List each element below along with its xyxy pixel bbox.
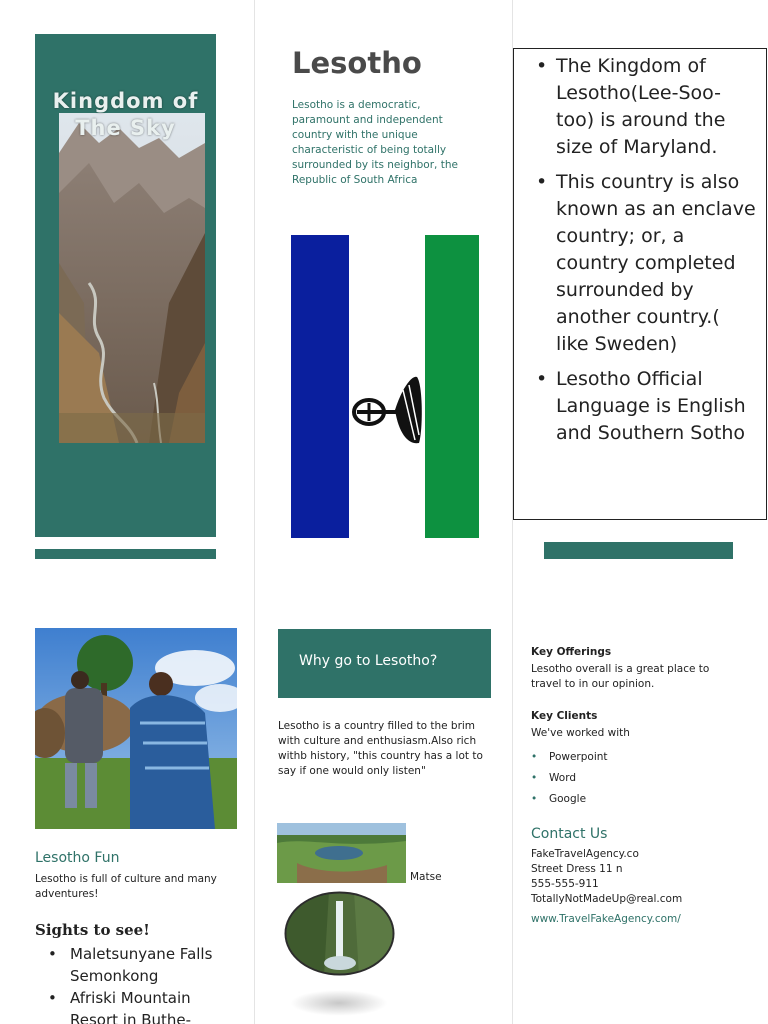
website-link[interactable]: www.TravelFakeAgency.com/ [531, 913, 681, 925]
lesotho-flag [291, 235, 479, 538]
contact-company: FakeTravelAgency.co [531, 848, 639, 860]
client-item: • Word [531, 768, 608, 789]
key-clients-title: Key Clients [531, 710, 598, 722]
facts-box [513, 48, 767, 520]
key-offerings-title: Key Offerings [531, 646, 612, 658]
client-item: • Google [531, 789, 608, 810]
why-text: Lesotho is a country filled to the brim with culture and enthusiasm.Also rich withb history, "this country has a lot to say if one would only listen" [278, 720, 483, 777]
sights-list [48, 943, 243, 1024]
client-item: • Powerpoint [531, 747, 608, 768]
contact-title: Contact Us [531, 826, 608, 842]
people-photo [35, 628, 237, 829]
dam-photo [277, 823, 406, 883]
dam-caption: Matse [410, 871, 442, 883]
accent-bar-left [35, 549, 216, 559]
contact-phone: 555-555-911 [531, 878, 599, 890]
fact-item: • This country is also known as an enclave country; or, a country completed surrounded by another country.( like Sweden) [536, 169, 756, 358]
fold-line-1 [254, 0, 255, 1024]
sight-item: • Afriski Mountain Resort in Buthe- [48, 987, 243, 1024]
sights-title: Sights to see! [35, 921, 150, 939]
contact-details [531, 847, 682, 907]
cover-banner [35, 34, 216, 537]
banner-title: Kingdom of The Sky [52, 89, 199, 140]
waterfall-photo [284, 891, 395, 976]
contact-street: Street Dress 11 n [531, 863, 623, 875]
page-title: Lesotho [292, 46, 422, 80]
key-offerings-text: Lesotho overall is a great place to travel to in our opinion. [531, 663, 710, 690]
waterfall-shadow [290, 990, 388, 1016]
mountain-road-photo [59, 113, 205, 443]
clients-list [531, 747, 608, 810]
fact-item: • Lesotho Official Language is English and Southern Sotho [536, 366, 756, 447]
fun-title: Lesotho Fun [35, 850, 120, 866]
accent-bar-right [544, 542, 733, 559]
why-header: Why go to Lesotho? [278, 629, 491, 698]
fact-item: • The Kingdom of Lesotho(Lee-Soo-too) is around the size of Maryland. [536, 53, 756, 161]
contact-email[interactable]: TotallyNotMadeUp@real.com [531, 893, 683, 905]
facts-list [536, 53, 756, 447]
sight-item: • Maletsunyane Falls Semonkong [48, 943, 243, 987]
fun-text: Lesotho is full of culture and many adventures! [35, 873, 217, 900]
intro-text: Lesotho is a democratic, paramount and independent country with the unique characteristic of being totally surrounded by its neighbor, the Republic of South Africa [292, 99, 458, 186]
key-clients-text: We've worked with [531, 727, 630, 739]
